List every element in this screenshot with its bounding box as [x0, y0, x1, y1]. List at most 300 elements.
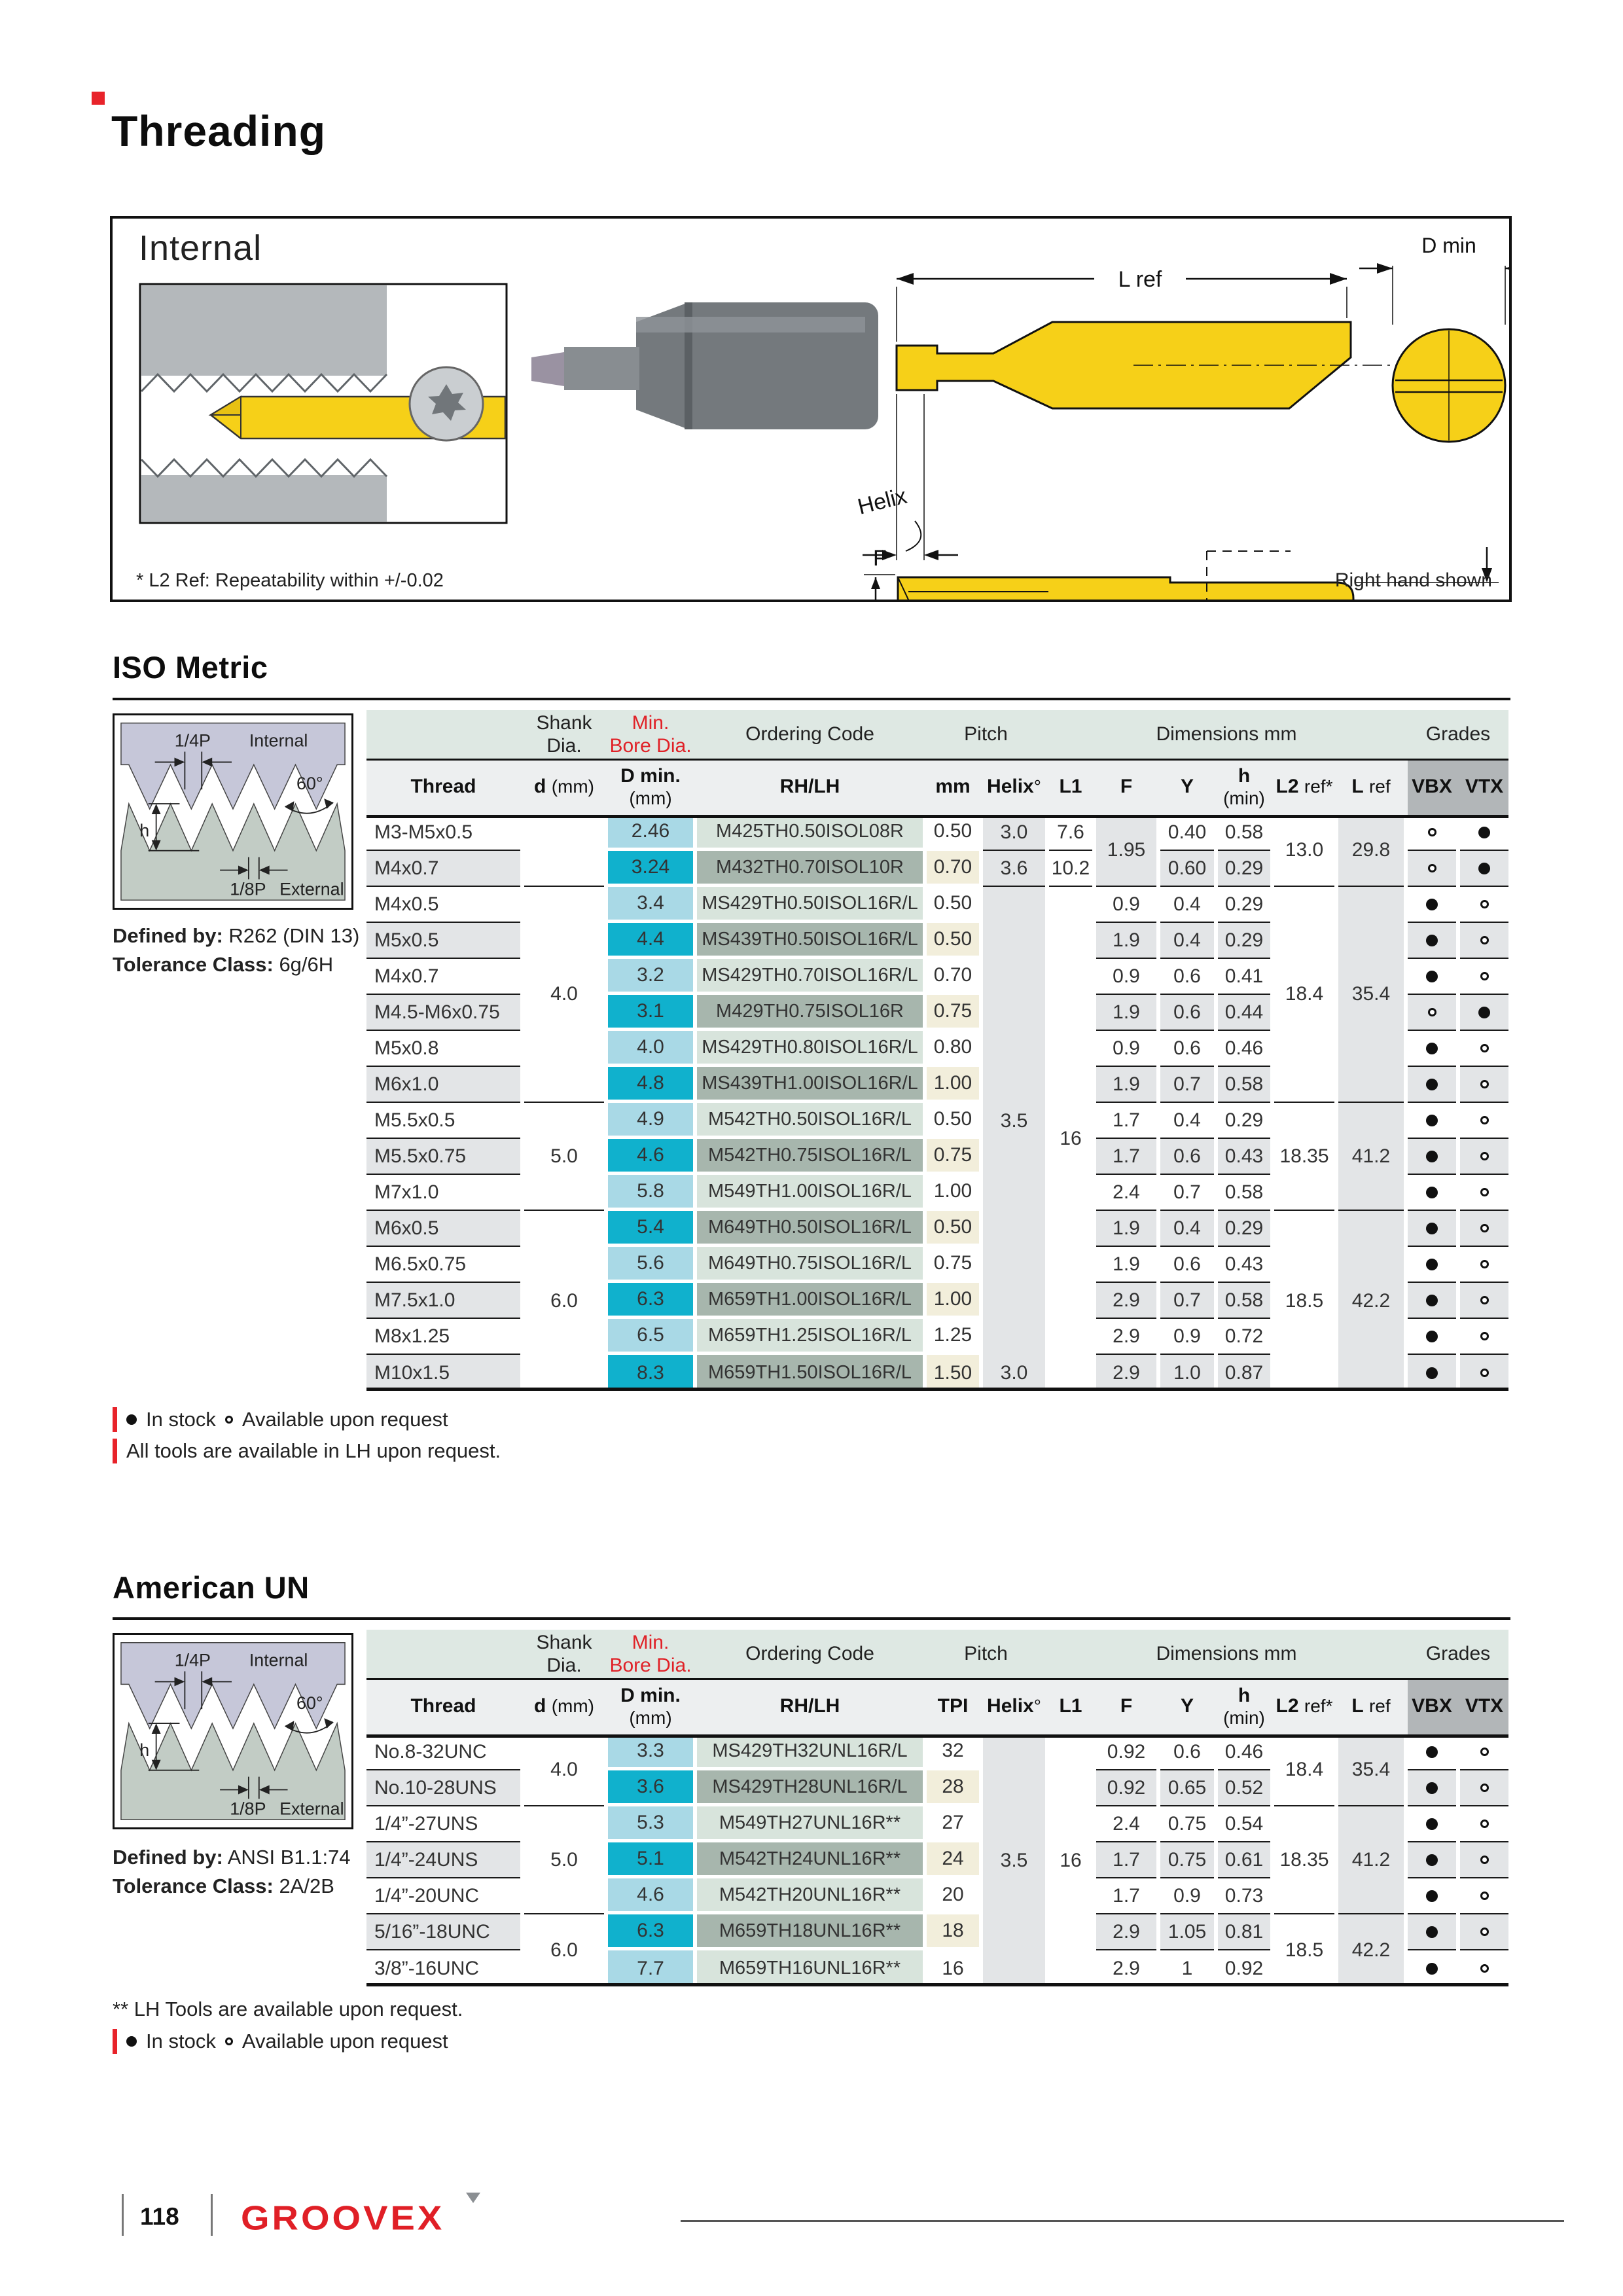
footer-divider — [122, 2194, 124, 2236]
table-cell-l1: 16 — [1060, 1128, 1082, 1149]
table-cell-vbx — [1408, 1950, 1456, 1986]
table-cell-vbx — [1408, 959, 1456, 995]
table-cell-dmin: 3.4 — [608, 887, 693, 923]
label-external: External — [279, 879, 344, 899]
table-cell-dmin: 4.9 — [608, 1103, 693, 1139]
repeatability-footnote: * L2 Ref: Repeatability within +/-0.02 — [136, 570, 444, 591]
header-blank — [366, 710, 520, 759]
column-header-ordering-code: Ordering Code — [745, 1643, 874, 1665]
table-cell-y: 0.7 — [1160, 1067, 1214, 1103]
table-cell-helix: 3.5 — [983, 1734, 1045, 1986]
table-cell-pitch: 0.75 — [927, 1247, 979, 1283]
column-header-d-mm: d (mm) — [534, 1695, 594, 1717]
table-cell-code: M542TH24UNL16R** — [697, 1842, 923, 1878]
table-cell-thread: No.8-32UNC — [366, 1734, 520, 1770]
table-cell-code: M542TH0.50ISOL16R/L — [697, 1103, 923, 1139]
table-cell-d: 4.0 — [524, 1734, 604, 1806]
table-cell-lref: 41.2 — [1338, 1806, 1404, 1914]
table-cell-lref: 35.4 — [1338, 887, 1404, 1103]
table-cell-code: MS429TH0.50ISOL16R/L — [697, 887, 923, 923]
table-cell-y: 1.0 — [1160, 1355, 1214, 1391]
available-label: Available upon request — [241, 1408, 448, 1431]
table-cell-code: M649TH0.75ISOL16R/L — [697, 1247, 923, 1283]
in-stock-dot — [1426, 1295, 1438, 1306]
thread-profile-drawing — [115, 715, 351, 908]
table-cell-pitch: 0.50 — [927, 815, 979, 851]
column-header-ordering-code: Ordering Code — [745, 723, 874, 745]
table-cell-y: 0.9 — [1160, 1319, 1214, 1355]
available-on-request-dot — [1480, 1748, 1489, 1756]
table-cell-thread: M7.5x1.0 — [366, 1283, 520, 1319]
available-on-request-dot — [1480, 936, 1489, 944]
table-cell-h: 0.52 — [1218, 1770, 1270, 1806]
section-title-iso-metric: ISO Metric — [113, 650, 268, 685]
table-cell-h: 0.73 — [1218, 1878, 1270, 1914]
table-cell-vbx — [1408, 1770, 1456, 1806]
table-cell-dmin: 4.6 — [608, 1139, 693, 1175]
table-cell-l2: 18.35 — [1274, 1806, 1334, 1914]
table-cell-code: M659TH18UNL16R** — [697, 1914, 923, 1950]
table-cell-d — [524, 815, 604, 887]
table-cell-code: MS439TH1.00ISOL16R/L — [697, 1067, 923, 1103]
table-cell-pitch: 0.50 — [927, 1103, 979, 1139]
table-cell-vbx — [1408, 1914, 1456, 1950]
table-cell-h: 0.61 — [1218, 1842, 1270, 1878]
table-cell-pitch: 24 — [927, 1842, 979, 1878]
section-title-american-un: American UN — [113, 1570, 310, 1605]
table-cell-h: 0.92 — [1224, 1957, 1264, 1979]
column-header-l2-ref: L2 ref* — [1275, 1695, 1333, 1717]
table-cell-h: 0.29 — [1218, 1103, 1270, 1139]
table-cell-lref: 42.2 — [1338, 1211, 1404, 1391]
table-cell-dmin: 5.4 — [608, 1211, 693, 1247]
table-cell-y: 0.60 — [1160, 851, 1214, 887]
red-bar-icon — [113, 1439, 117, 1463]
available-on-request-dot — [1480, 900, 1489, 908]
table-cell-vbx — [1408, 1842, 1456, 1878]
column-header-thread: Thread — [410, 1695, 476, 1717]
table-cell-vbx — [1408, 887, 1456, 923]
table-cell-y: 0.6 — [1160, 995, 1214, 1031]
in-stock-dot — [1426, 1926, 1438, 1938]
in-stock-dot — [1426, 1854, 1438, 1866]
column-header-vbx: VBX — [1412, 776, 1452, 798]
table-cell-h: 0.46 — [1218, 1031, 1270, 1067]
table-cell-thread: M6x1.0 — [366, 1067, 520, 1103]
column-header-pitch-unit: mm — [935, 776, 971, 798]
table-cell-thread: M5.5x0.5 — [366, 1103, 520, 1139]
table-cell-thread: M5.5x0.75 — [366, 1139, 520, 1175]
table-cell-f: 1.7 — [1096, 1103, 1156, 1139]
table-cell-code: M659TH1.25ISOL16R/L — [697, 1319, 923, 1355]
in-stock-dot — [1426, 1963, 1438, 1975]
table-cell-y: 0.9 — [1160, 1878, 1214, 1914]
in-stock-label: In stock — [146, 2030, 216, 2053]
table-cell-thread: M4x0.7 — [366, 959, 520, 995]
available-label: Available upon request — [241, 2030, 448, 2053]
table-cell-vbx — [1408, 851, 1456, 887]
brand-logo: GROOVEX — [241, 2198, 445, 2237]
in-stock-dot — [1426, 1151, 1438, 1162]
in-stock-dot — [1478, 827, 1490, 838]
column-header-l1: L1 — [1059, 776, 1082, 798]
table-cell-vbx — [1408, 1806, 1456, 1842]
iso-lh-note — [113, 1439, 501, 1463]
table-cell-code: M549TH1.00ISOL16R/L — [697, 1175, 923, 1211]
table-cell-dmin: 4.6 — [608, 1878, 693, 1914]
column-header-dimensions: Dimensions mm — [1156, 723, 1297, 745]
table-cell-thread: M4x0.7 — [366, 851, 520, 887]
table-cell-thread: M10x1.5 — [366, 1355, 520, 1391]
table-cell-vbx — [1408, 1175, 1456, 1211]
table-cell-pitch: 0.75 — [927, 1139, 979, 1175]
table-cell-code: MS429TH0.70ISOL16R/L — [697, 959, 923, 995]
table-cell-pitch: 0.50 — [927, 887, 979, 923]
table-cell-vtx — [1460, 1175, 1508, 1211]
table-cell-pitch: 0.50 — [927, 1211, 979, 1247]
table-cell-pitch: 0.75 — [927, 995, 979, 1031]
brand-logo-triangle-icon — [466, 2193, 480, 2203]
defined-by-value: ANSI B1.1:74 — [227, 1846, 351, 1869]
table-cell-helix: 3.5 — [983, 887, 1045, 1355]
label-l-ref: L ref — [1118, 267, 1162, 292]
tool-photo — [531, 302, 878, 429]
iso-thread-profile-diagram — [113, 713, 353, 910]
table-cell-y: 1.05 — [1160, 1914, 1214, 1950]
table-cell-h: 0.44 — [1218, 995, 1270, 1031]
table-cell-vbx — [1408, 1139, 1456, 1175]
table-cell-dmin: 6.3 — [608, 1283, 693, 1319]
table-cell-pitch: 1.25 — [927, 1319, 979, 1355]
page-title: Threading — [111, 107, 327, 155]
table-cell-vtx — [1460, 1806, 1508, 1842]
table-cell-f: 1.7 — [1096, 1878, 1156, 1914]
column-header-shank-dia: Shank Dia. — [536, 711, 592, 757]
tool-dimension-drawing — [113, 219, 1509, 600]
available-on-request-dot — [1428, 828, 1436, 836]
table-cell-h: 0.43 — [1218, 1139, 1270, 1175]
table-cell-d: 6.0 — [550, 1289, 578, 1312]
available-on-request-dot — [1480, 1296, 1489, 1304]
in-stock-dot — [1426, 1043, 1438, 1054]
column-header-min-bore-dia: Min. Bore Dia. — [609, 1631, 692, 1676]
column-header-l2-ref: L2 ref* — [1275, 776, 1333, 798]
available-dot — [225, 2037, 233, 2045]
table-rule — [366, 1678, 1508, 1680]
column-header-d-min: D min. (mm) — [620, 1684, 681, 1729]
table-cell-code: MS439TH0.50ISOL16R/L — [697, 923, 923, 959]
table-cell-vtx — [1460, 1139, 1508, 1175]
table-cell-y: 0.75 — [1160, 1842, 1214, 1878]
available-dot — [225, 1416, 233, 1424]
label-d-min: D min — [1421, 234, 1476, 257]
available-on-request-dot — [1480, 1260, 1489, 1268]
table-cell-y: 0.4 — [1160, 887, 1214, 923]
table-cell-pitch: 32 — [927, 1734, 979, 1770]
table-cell-vtx — [1460, 1878, 1508, 1914]
column-header-l1: L1 — [1059, 1695, 1082, 1717]
table-cell-code: M425TH0.50ISOL08R — [697, 815, 923, 851]
table-cell-h: 0.58 — [1218, 1283, 1270, 1319]
table-cell-h: 0.72 — [1218, 1319, 1270, 1355]
table-cell-thread: M8x1.25 — [366, 1319, 520, 1355]
in-stock-dot — [1426, 1818, 1438, 1830]
table-cell-vbx — [1408, 1247, 1456, 1283]
table-cell-pitch: 1.00 — [927, 1283, 979, 1319]
table-cell-thread: M5x0.5 — [366, 923, 520, 959]
table-cell-f: 0.92 — [1096, 1770, 1156, 1806]
available-on-request-dot — [1480, 1044, 1489, 1052]
table-cell-f: 0.9 — [1096, 887, 1156, 923]
in-stock-dot — [1426, 1746, 1438, 1758]
section-rule — [113, 1617, 1510, 1620]
available-on-request-dot — [1480, 972, 1489, 980]
table-cell-dmin: 3.2 — [608, 959, 693, 995]
tolerance-label: Tolerance Class: — [113, 953, 274, 976]
available-on-request-dot — [1480, 1188, 1489, 1196]
table-cell-thread: M5x0.8 — [366, 1031, 520, 1067]
label-internal: Internal — [249, 1650, 308, 1670]
table-cell-vtx — [1460, 887, 1508, 923]
table-cell-h: 0.58 — [1218, 815, 1270, 851]
table-cell-d: 5.0 — [524, 1806, 604, 1914]
in-stock-dot — [1426, 1259, 1438, 1270]
table-cell-l1: 10.2 — [1049, 851, 1092, 887]
table-cell-d: 5.0 — [524, 1103, 604, 1211]
table-cell-vbx — [1408, 1355, 1456, 1391]
table-cell-pitch: 28 — [927, 1770, 979, 1806]
label-eighth-pitch: 1/8P — [230, 879, 266, 899]
column-header-f: F — [1120, 1695, 1133, 1717]
column-header-f: F — [1120, 776, 1133, 798]
red-bar-icon — [113, 2029, 117, 2054]
table-cell-l2: 18.5 — [1285, 1289, 1324, 1312]
table-cell-y: 0.4 — [1160, 1103, 1214, 1139]
table-cell-dmin: 4.8 — [608, 1067, 693, 1103]
iso-metric-table — [366, 710, 1508, 1391]
table-cell-h: 0.29 — [1218, 887, 1270, 923]
column-header-l-ref: L ref — [1351, 776, 1391, 798]
table-cell-dmin: 5.6 — [608, 1247, 693, 1283]
label-60-degrees: 60° — [296, 1693, 323, 1713]
table-cell-thread: M6.5x0.75 — [366, 1247, 520, 1283]
column-header-thread: Thread — [410, 776, 476, 798]
table-cell-vtx — [1460, 1319, 1508, 1355]
table-cell-pitch: 0.50 — [927, 923, 979, 959]
table-cell-dmin: 3.3 — [608, 1734, 693, 1770]
table-cell-f: 1.7 — [1096, 1842, 1156, 1878]
table-cell-lref: 41.2 — [1338, 1103, 1404, 1211]
table-cell-d: 4.0 — [524, 887, 604, 1103]
table-cell-thread: No.10-28UNS — [366, 1770, 520, 1806]
table-cell-dmin: 5.8 — [608, 1175, 693, 1211]
column-header-shank-dia: Shank Dia. — [536, 1631, 592, 1676]
in-stock-dot — [1426, 1782, 1438, 1794]
table-cell-thread: 1/4”-24UNS — [366, 1842, 520, 1878]
available-on-request-dot — [1480, 1784, 1489, 1792]
tolerance-value: 2A/2B — [279, 1874, 334, 1897]
table-cell-h: 0.41 — [1218, 959, 1270, 995]
tolerance-label: Tolerance Class: — [113, 1874, 274, 1897]
table-cell-h: 0.43 — [1218, 1247, 1270, 1283]
american-un-table — [366, 1630, 1508, 1986]
table-cell-dmin: 6.5 — [608, 1319, 693, 1355]
table-cell-f: 1.9 — [1096, 1211, 1156, 1247]
table-cell-code: M549TH27UNL16R** — [697, 1806, 923, 1842]
table-cell-code: MS429TH28UNL16R/L — [697, 1770, 923, 1806]
column-header-pitch-unit: TPI — [937, 1695, 969, 1717]
in-stock-dot — [1426, 1223, 1438, 1234]
column-header-min-bore-dia: Min. Bore Dia. — [609, 711, 692, 757]
column-header-h-min: h (min) — [1223, 764, 1265, 809]
available-on-request-dot — [1480, 1964, 1489, 1973]
table-cell-code: M429TH0.75ISOL16R — [697, 995, 923, 1031]
table-cell-f: 2.9 — [1113, 1957, 1140, 1979]
table-cell-y: 0.4 — [1160, 1211, 1214, 1247]
column-header-vbx: VBX — [1412, 1695, 1452, 1717]
table-cell-f: 1.7 — [1096, 1139, 1156, 1175]
iso-stock-legend — [113, 1407, 448, 1432]
footer-divider — [211, 2194, 213, 2236]
defined-by-value: R262 (DIN 13) — [228, 924, 360, 947]
column-header-helix: Helix° — [987, 1695, 1041, 1717]
table-cell-f: 2.4 — [1096, 1175, 1156, 1211]
available-on-request-dot — [1480, 1332, 1489, 1340]
column-header-d-mm: d (mm) — [534, 776, 594, 798]
column-header-l-ref: L ref — [1351, 1695, 1391, 1717]
tolerance-value: 6g/6H — [279, 953, 334, 976]
label-quarter-pitch: 1/4P — [174, 1650, 211, 1670]
in-stock-dot — [1478, 863, 1490, 874]
in-stock-dot — [1478, 1007, 1490, 1018]
table-cell-thread: 1/4”-27UNS — [366, 1806, 520, 1842]
column-header-d-min: D min. (mm) — [620, 764, 681, 809]
column-header-vtx: VTX — [1465, 776, 1504, 798]
table-cell-pitch: 1.50 — [927, 1355, 979, 1391]
table-cell-h: 0.54 — [1218, 1806, 1270, 1842]
lh-note-text: ** LH Tools are available upon request. — [113, 1998, 463, 2020]
in-stock-dot — [1426, 1367, 1438, 1379]
table-cell-pitch: 27 — [927, 1806, 979, 1842]
table-cell-pitch: 20 — [927, 1878, 979, 1914]
label-quarter-pitch: 1/4P — [174, 730, 211, 751]
un-thread-profile-diagram — [113, 1633, 353, 1829]
available-on-request-dot — [1480, 1369, 1489, 1377]
table-cell-vtx — [1460, 815, 1508, 851]
un-defined-by — [113, 1846, 351, 1869]
table-cell-f: 0.9 — [1096, 1031, 1156, 1067]
column-header-grades: Grades — [1425, 1643, 1491, 1665]
table-cell-vtx — [1460, 959, 1508, 995]
table-cell-vbx — [1408, 1283, 1456, 1319]
table-cell-f: 2.4 — [1096, 1806, 1156, 1842]
in-stock-dot — [1426, 1115, 1438, 1126]
table-cell-l2: 18.35 — [1274, 1103, 1334, 1211]
available-on-request-dot — [1428, 1008, 1436, 1016]
in-stock-label: In stock — [146, 1408, 216, 1431]
table-cell-code: MS429TH32UNL16R/L — [697, 1734, 923, 1770]
available-on-request-dot — [1480, 1928, 1489, 1936]
label-external: External — [279, 1799, 344, 1819]
table-cell-h: 0.29 — [1218, 923, 1270, 959]
footer-page-number: 118 — [140, 2203, 179, 2230]
table-cell-y: 0.7 — [1160, 1175, 1214, 1211]
table-cell-f: 0.92 — [1096, 1734, 1156, 1770]
in-stock-dot — [1426, 1890, 1438, 1902]
table-cell-vbx — [1408, 1319, 1456, 1355]
table-cell-thread: 3/8”-16UNC — [374, 1957, 480, 1979]
table-cell-vtx — [1460, 1842, 1508, 1878]
in-stock-dot — [126, 2036, 137, 2047]
table-cell-l2: 18.4 — [1274, 1734, 1334, 1806]
table-cell-l2: 18.5 — [1285, 1939, 1324, 1961]
table-cell-vtx — [1460, 851, 1508, 887]
table-cell-vtx — [1460, 1247, 1508, 1283]
table-cell-f: 1.95 — [1096, 815, 1156, 887]
table-cell-vtx — [1460, 1211, 1508, 1247]
table-cell-vbx — [1408, 1211, 1456, 1247]
table-rule — [366, 815, 1508, 818]
table-cell-code: M542TH0.75ISOL16R/L — [697, 1139, 923, 1175]
table-cell-vtx — [1460, 1734, 1508, 1770]
table-cell-dmin: 4.4 — [608, 923, 693, 959]
table-cell-lref: 29.8 — [1338, 815, 1404, 887]
table-cell-y: 0.7 — [1160, 1283, 1214, 1319]
table-cell-vbx — [1408, 923, 1456, 959]
in-stock-dot — [126, 1414, 137, 1425]
table-cell-vtx — [1460, 1770, 1508, 1806]
un-stock-legend — [113, 2029, 448, 2054]
table-cell-code: M659TH1.00ISOL16R/L — [697, 1283, 923, 1319]
internal-threading-illustration-box — [110, 216, 1512, 602]
table-cell-dmin: 8.3 — [608, 1355, 693, 1391]
table-cell-h: 0.29 — [1218, 851, 1270, 887]
table-cell-f: 2.9 — [1096, 1914, 1156, 1950]
column-header-dimensions: Dimensions mm — [1156, 1643, 1297, 1665]
table-cell-helix: 3.0 — [983, 1355, 1045, 1391]
table-cell-f: 1.9 — [1096, 1067, 1156, 1103]
column-header-y: Y — [1180, 1695, 1194, 1717]
table-cell-y: 0.4 — [1160, 923, 1214, 959]
table-cell-code: M649TH0.50ISOL16R/L — [697, 1211, 923, 1247]
table-cell-vtx — [1460, 995, 1508, 1031]
table-cell-h: 0.87 — [1218, 1355, 1270, 1391]
label-h: h — [139, 1740, 150, 1760]
table-cell-l1: 16 — [1060, 1849, 1082, 1871]
available-on-request-dot — [1480, 1856, 1489, 1864]
table-cell-l2: 13.0 — [1274, 815, 1334, 887]
label-helix: Helix — [855, 483, 910, 520]
table-cell-vbx — [1408, 1734, 1456, 1770]
table-cell-l1: 7.6 — [1049, 815, 1092, 851]
table-rule — [366, 1983, 1508, 1986]
table-cell-vbx — [1408, 1067, 1456, 1103]
column-header-y: Y — [1180, 776, 1194, 798]
table-cell-vtx — [1460, 1914, 1508, 1950]
in-stock-dot — [1426, 899, 1438, 910]
table-cell-lref: 42.2 — [1338, 1914, 1404, 1986]
table-cell-pitch: 0.80 — [927, 1031, 979, 1067]
table-cell-dmin: 2.46 — [608, 815, 693, 851]
iso-tolerance-class — [113, 953, 333, 977]
table-cell-dmin: 6.3 — [608, 1914, 693, 1950]
table-cell-vtx — [1460, 1355, 1508, 1391]
table-cell-h: 0.46 — [1218, 1734, 1270, 1770]
table-cell-dmin: 4.0 — [608, 1031, 693, 1067]
iso-defined-by — [113, 924, 359, 948]
column-header-pitch: Pitch — [964, 723, 1008, 745]
table-cell-thread: 1/4”-20UNC — [366, 1878, 520, 1914]
